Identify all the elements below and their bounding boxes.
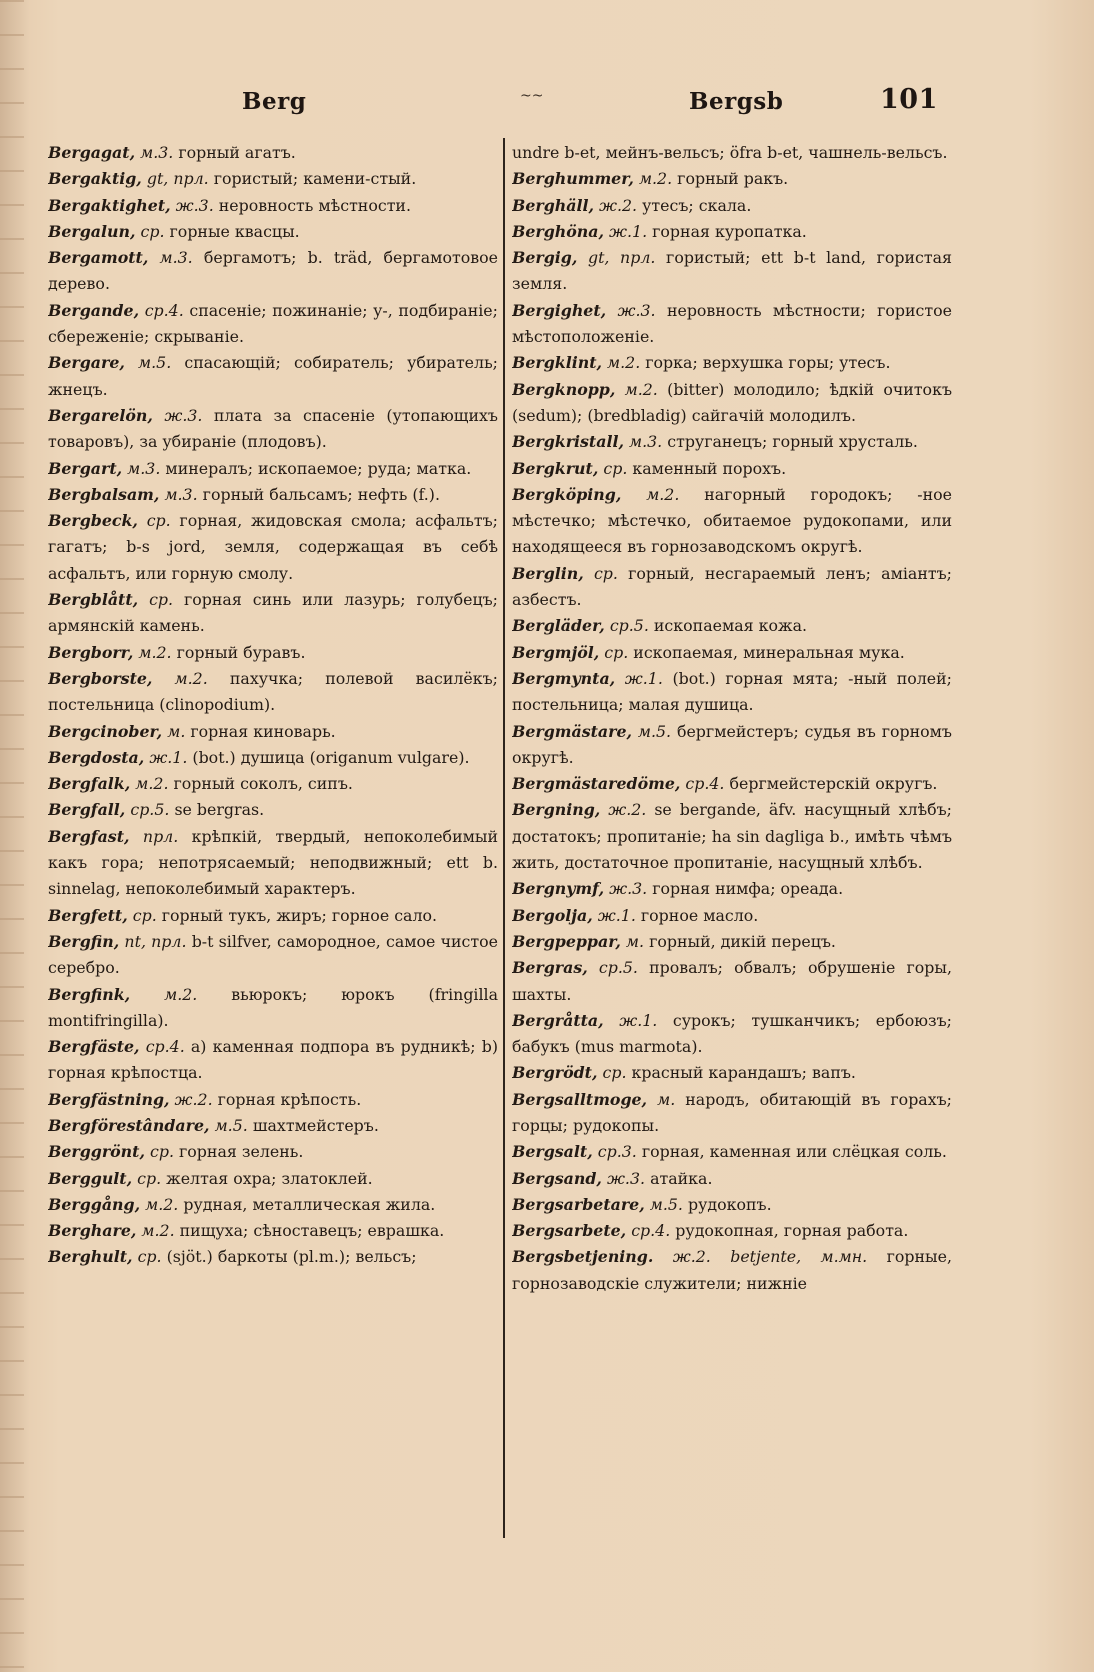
entry-headword: Bergnymf, xyxy=(512,879,605,899)
dictionary-entry xyxy=(48,666,498,719)
entry-definition: undre b-et, мейнъ-вельсъ; öfra b-et, чашнель-вельсъ. xyxy=(512,143,948,162)
entry-definition: плата за спасеніе (утопающихъ товаровъ), за убираніе (плодовъ). xyxy=(48,405,498,452)
entry-headword: Bergköping, xyxy=(512,484,622,504)
dictionary-entry xyxy=(512,245,952,298)
dictionary-entry xyxy=(48,929,498,982)
entry-definition: минералъ; ископаемое; руда; матка. xyxy=(165,458,472,478)
dictionary-entry xyxy=(48,903,498,929)
entry-definition: утесъ; скала. xyxy=(642,195,752,215)
entry-grammar: ср. xyxy=(132,905,157,925)
entry-headword: Bergarelön, xyxy=(48,405,153,425)
entry-definition: а) каменная подпора въ рудникѣ; b) горная крѣпостца. xyxy=(48,1037,498,1083)
entry-definition: ископаемая, минеральная мука. xyxy=(633,642,905,662)
dictionary-entry xyxy=(48,350,498,403)
entry-grammar: ж.1. xyxy=(149,747,188,767)
entry-grammar: ж.3. xyxy=(175,195,214,215)
dictionary-entry xyxy=(48,298,498,351)
entry-grammar: м.2. xyxy=(138,642,172,662)
dictionary-entry xyxy=(512,1008,952,1061)
dictionary-entry xyxy=(48,1087,498,1113)
dictionary-entry xyxy=(48,245,498,298)
dictionary-entry xyxy=(48,140,498,166)
entry-grammar: ср.3. xyxy=(597,1142,637,1162)
entry-grammar: м.2. xyxy=(607,353,641,373)
entry-headword: Bergamott, xyxy=(48,248,149,268)
entry-definition: рудная, металлическая жила. xyxy=(183,1194,436,1214)
dictionary-entry xyxy=(48,1113,498,1139)
entry-definition: горная синь или лазурь; голубецъ; армянскій камень. xyxy=(48,590,498,636)
entry-headword: Bergagat, xyxy=(48,143,136,162)
entry-headword: Bergläder, xyxy=(512,616,605,636)
entry-definition: красный карандашъ; вапъ. xyxy=(631,1063,856,1083)
entry-definition: спасающій; собиратель; убиратель; жнецъ. xyxy=(48,353,498,399)
entry-grammar: м.5. xyxy=(637,721,672,741)
entry-definition: (bot.) душица (origanum vulgare). xyxy=(192,747,470,767)
entry-definition: рудокопная, горная работа. xyxy=(675,1221,909,1241)
entry-grammar: ж.2. xyxy=(174,1089,213,1109)
entry-grammar: ср. xyxy=(603,458,628,478)
entry-grammar: ср.5. xyxy=(130,800,170,820)
entry-headword: Berglin, xyxy=(512,563,584,583)
entry-grammar: ср.5. xyxy=(609,616,649,636)
entry-grammar: м. xyxy=(625,931,645,951)
entry-grammar: ж.1. xyxy=(619,1010,658,1030)
dictionary-entry xyxy=(512,1087,952,1140)
entry-headword: Bergras, xyxy=(512,958,588,978)
entry-grammar: ср. xyxy=(140,221,165,241)
entry-headword: Berggång, xyxy=(48,1194,141,1214)
entry-definition: горные квасцы. xyxy=(169,221,300,241)
dictionary-entry xyxy=(48,640,498,666)
entry-definition: (bitter) молодило; ѣдкій очитокъ (sedum); (bredbladig) сайгачій молодилъ. xyxy=(512,379,952,425)
entry-grammar: ср.4. xyxy=(145,1037,185,1057)
entry-definition: горный агатъ. xyxy=(178,143,296,162)
entry-grammar: ж.2. xyxy=(608,800,647,820)
entry-grammar: ср.4. xyxy=(685,774,725,794)
dictionary-entry xyxy=(48,193,498,219)
entry-definition: горный тукъ, жиръ; горное сало. xyxy=(161,905,438,925)
dictionary-entry xyxy=(512,1218,952,1244)
dictionary-entry xyxy=(512,482,952,561)
entry-definition: горная, каменная или слёцкая соль. xyxy=(641,1142,947,1162)
entry-headword: Bergig, xyxy=(512,248,578,268)
entry-grammar: м.3. xyxy=(140,143,174,162)
entry-grammar: ж.1. xyxy=(609,221,648,241)
entry-definition: спасеніе; пожинаніе; у-, подбираніе; сбереженіе; скрываніе. xyxy=(48,300,498,347)
dictionary-entry xyxy=(512,377,952,430)
entry-definition: горная, жидовская смола; асфальтъ; гагатъ; b-s jord, земля, содержащая въ себѣ асфальтъ, или горную смолу. xyxy=(48,511,498,583)
dictionary-entry xyxy=(512,166,952,192)
entry-definition: (sjöt.) баркоты (pl.m.); вельсъ; xyxy=(166,1247,417,1267)
dictionary-entry xyxy=(48,745,498,771)
entry-definition: народъ, обитающій въ горахъ; горцы; рудокопы. xyxy=(512,1089,952,1135)
entry-definition: каменный порохъ. xyxy=(632,458,787,478)
entry-grammar: gt, прл. xyxy=(146,169,209,189)
entry-definition: горная нимфа; ореада. xyxy=(652,879,844,899)
entry-grammar: gt, прл. xyxy=(587,248,656,268)
entry-headword: Bergfin, xyxy=(48,931,120,951)
dictionary-entry xyxy=(512,797,952,876)
entry-grammar: ж.3. xyxy=(164,405,203,425)
entry-headword: Bergknopp, xyxy=(512,379,616,399)
entry-grammar: ср. xyxy=(149,590,174,610)
dictionary-entry xyxy=(48,1139,498,1165)
entry-grammar: м.5. xyxy=(214,1115,248,1135)
entry-headword: Bergsarbete, xyxy=(512,1221,627,1241)
entry-definition: горное масло. xyxy=(640,905,759,925)
entry-headword: Berggrönt, xyxy=(48,1142,145,1162)
entry-grammar: ср. xyxy=(137,1247,162,1267)
entry-definition: горная крѣпость. xyxy=(217,1089,362,1109)
entry-headword: Bergsalltmoge, xyxy=(512,1089,648,1109)
dictionary-entry xyxy=(512,456,952,482)
entry-grammar: ср.4. xyxy=(631,1221,671,1241)
right-column xyxy=(512,140,952,1640)
entry-headword: Bergkrut, xyxy=(512,458,599,478)
entry-headword: Bergsalt, xyxy=(512,1142,593,1162)
entry-grammar: ср.5. xyxy=(598,958,638,978)
entry-definition: желтая охра; златоклей. xyxy=(166,1168,373,1188)
entry-definition: горный ракъ. xyxy=(677,169,789,189)
running-head-right: Bergsb xyxy=(689,88,784,115)
entry-grammar: м. xyxy=(167,721,186,741)
dictionary-entry xyxy=(48,1034,498,1087)
entry-headword: Bergborste, xyxy=(48,668,153,688)
dictionary-entry xyxy=(512,719,952,772)
dictionary-entry xyxy=(512,219,952,245)
entry-definition: горная куропатка. xyxy=(652,221,807,241)
entry-headword: Bergmjöl, xyxy=(512,642,600,662)
entry-headword: Berggult, xyxy=(48,1168,133,1188)
dictionary-entry xyxy=(512,298,952,351)
dictionary-entry xyxy=(512,1060,952,1086)
dictionary-entry xyxy=(48,719,498,745)
entry-grammar: прл. xyxy=(142,826,179,846)
entry-headword: Berghare, xyxy=(48,1221,137,1241)
entry-headword: Bergpeppar, xyxy=(512,931,621,951)
dictionary-entry xyxy=(48,508,498,587)
entry-definition: пищуха; сѣноставецъ; еврашка. xyxy=(179,1221,445,1241)
entry-definition: бергамотъ; b. träd, бергамотовое дерево. xyxy=(48,248,498,294)
dictionary-entry xyxy=(48,482,498,508)
entry-definition: горные, горнозаводскіе служители; нижніе xyxy=(512,1247,952,1293)
entry-definition: горная киноварь. xyxy=(190,721,336,741)
entry-grammar: ср.4. xyxy=(144,300,184,320)
entry-headword: Berghäll, xyxy=(512,195,594,215)
entry-definition: крѣпкій, твердый, непоколебимый какъ гора; непотрясаемый; неподвижный; ett b. sinnelag, непоколебимый характеръ. xyxy=(48,826,498,899)
dictionary-entry xyxy=(512,771,952,797)
page-number: 101 xyxy=(880,84,938,115)
entry-headword: Berghult, xyxy=(48,1247,133,1267)
entry-definition: сурокъ; тушканчикъ; ербоюзъ; бабукъ (mus marmota). xyxy=(512,1010,952,1057)
entry-headword: Bergdosta, xyxy=(48,747,145,767)
entry-definition: горный соколъ, сипъ. xyxy=(173,774,353,794)
entry-grammar: м.2. xyxy=(164,984,198,1004)
dictionary-entry xyxy=(512,1244,952,1297)
entry-headword: Bergkristall, xyxy=(512,432,624,452)
entry-headword: Bergalun, xyxy=(48,221,136,241)
entry-grammar: м.2. xyxy=(624,379,658,399)
dictionary-entry xyxy=(512,640,952,666)
entry-headword: Bergighet, xyxy=(512,300,607,320)
entry-headword: Bergaktighet, xyxy=(48,195,171,215)
entry-definition: атайка. xyxy=(650,1168,713,1188)
entry-grammar: м.3. xyxy=(629,432,663,452)
entry-grammar: м.3. xyxy=(159,248,193,268)
entry-definition: шахтмейстеръ. xyxy=(252,1115,379,1135)
entry-grammar: м.2. xyxy=(135,774,169,794)
entry-headword: Bergråtta, xyxy=(512,1010,604,1030)
entry-definition: вьюрокъ; юрокъ (fringilla montifringilla). xyxy=(48,984,498,1030)
entry-headword: Bergfästning, xyxy=(48,1089,170,1109)
entry-definition: бергмейстеръ; судья въ горномъ округѣ. xyxy=(512,721,952,767)
entry-headword: Bergmästare, xyxy=(512,721,633,741)
entry-grammar: м.5. xyxy=(649,1194,683,1214)
dictionary-entry xyxy=(512,140,952,166)
dictionary-entry xyxy=(512,561,952,614)
entry-definition: горный буравъ. xyxy=(176,642,306,662)
entry-definition: гористый; ett b-t land, гористая земля. xyxy=(512,248,952,294)
dictionary-entry xyxy=(48,166,498,192)
entry-grammar: ср. xyxy=(150,1142,174,1162)
entry-grammar: м. xyxy=(657,1089,676,1109)
entry-grammar: ср. xyxy=(602,1063,627,1083)
entry-definition: горный, несгараемый ленъ; аміантъ; азбестъ. xyxy=(512,563,952,610)
entry-grammar: ср. xyxy=(593,563,618,583)
entry-grammar: nt, прл. xyxy=(124,931,187,951)
column-divider xyxy=(503,138,505,1538)
entry-headword: Bergfäste, xyxy=(48,1037,140,1057)
entry-headword: Berghummer, xyxy=(512,169,634,189)
entry-headword: Bergförestândare, xyxy=(48,1115,210,1135)
entry-grammar: ж.2. xyxy=(599,195,638,215)
entry-headword: Bergbeck, xyxy=(48,511,138,531)
dictionary-entry xyxy=(48,982,498,1035)
dictionary-entry xyxy=(512,1139,952,1165)
dictionary-entry xyxy=(512,666,952,719)
entry-grammar: ж.3. xyxy=(609,879,648,899)
entry-headword: Bergklint, xyxy=(512,353,602,373)
entry-definition: горная зелень. xyxy=(179,1142,304,1162)
entry-headword: Bergbalsam, xyxy=(48,484,160,504)
dictionary-entry xyxy=(48,1244,498,1270)
dictionary-entry xyxy=(512,429,952,455)
dictionary-entry xyxy=(512,193,952,219)
entry-definition: горный, дикій перецъ. xyxy=(649,931,836,951)
entry-grammar: ж.1. xyxy=(624,668,663,688)
dictionary-entry xyxy=(48,456,498,482)
entry-headword: Bergrödt, xyxy=(512,1063,598,1083)
entry-definition: неровность мѣстности. xyxy=(218,195,411,215)
entry-headword: Bergande, xyxy=(48,300,140,320)
dictionary-entry xyxy=(512,1166,952,1192)
dictionary-entry xyxy=(48,771,498,797)
entry-definition: провалъ; обвалъ; обрушеніе горы, шахты. xyxy=(512,958,952,1004)
entry-headword: Bergart, xyxy=(48,458,123,478)
entry-headword: Bergfink, xyxy=(48,984,131,1004)
entry-definition: горка; верхушка горы; утесъ. xyxy=(645,353,891,373)
entry-headword: Bergsbetjening. xyxy=(512,1247,654,1267)
dictionary-entry xyxy=(512,903,952,929)
dictionary-entry xyxy=(512,613,952,639)
dictionary-entry xyxy=(48,1218,498,1244)
entry-definition: b-t silfver, самородное, самое чистое серебро. xyxy=(48,931,498,978)
entry-grammar: ср. xyxy=(604,642,629,662)
entry-headword: Bergfast, xyxy=(48,826,130,846)
entry-definition: нагорный городокъ; -ное мѣстечко; мѣстечко, обитаемое рудокопами, или находящееся въ горнозаводскомъ округѣ. xyxy=(512,484,952,557)
entry-headword: Bergfalk, xyxy=(48,774,131,794)
dictionary-entry xyxy=(512,929,952,955)
entry-definition: пахучка; полевой василёкъ; постельница (clinopodium). xyxy=(48,668,498,715)
dictionary-entry xyxy=(512,876,952,902)
entry-definition: ископаемая кожа. xyxy=(653,616,808,636)
entry-grammar: м.3. xyxy=(127,458,161,478)
entry-grammar: м.5. xyxy=(138,353,172,373)
entry-grammar: м.2. xyxy=(646,484,680,504)
dictionary-entry xyxy=(48,219,498,245)
entry-grammar: м.2. xyxy=(141,1221,175,1241)
dictionary-entry xyxy=(512,350,952,376)
left-column xyxy=(48,140,498,1640)
entry-definition: (bot.) горная мята; -ный полей; постельница; малая душица. xyxy=(512,668,952,715)
entry-definition: горный бальсамъ; нефть (f.). xyxy=(202,484,440,504)
header-ornament: ~~ xyxy=(520,88,544,104)
entry-definition: гористый; камени-стый. xyxy=(213,169,417,189)
entry-headword: Berghöna, xyxy=(512,221,605,241)
entry-definition: рудокопъ. xyxy=(688,1194,772,1214)
dictionary-entry xyxy=(512,955,952,1008)
dictionary-entry xyxy=(48,587,498,640)
dictionary-entry xyxy=(512,1192,952,1218)
entry-grammar: ж.1. xyxy=(597,905,636,925)
entry-headword: Bergsand, xyxy=(512,1168,602,1188)
entry-headword: Bergolja, xyxy=(512,905,593,925)
entry-definition: струганецъ; горный хрусталь. xyxy=(667,432,918,452)
entry-headword: Bergfall, xyxy=(48,800,126,820)
entry-headword: Bergare, xyxy=(48,353,125,373)
entry-headword: Bergaktig, xyxy=(48,169,142,189)
running-head-left: Berg xyxy=(242,88,307,115)
entry-grammar: ж.3. xyxy=(606,1168,646,1188)
dictionary-entry xyxy=(48,797,498,823)
entry-headword: Bergmästaredöme, xyxy=(512,774,681,794)
entry-definition: se bergande, äfv. насущный хлѣбъ; достатокъ; пропитаніе; ha sin dagliga b., имѣть чѣмъ жить, достаточное пропитаніе, насущный хлѣбъ. xyxy=(512,800,952,873)
entry-headword: Bergfett, xyxy=(48,905,128,925)
dictionary-entry xyxy=(48,1166,498,1192)
entry-headword: Bergblått, xyxy=(48,590,139,610)
dictionary-entry xyxy=(48,403,498,456)
entry-grammar: м.2. xyxy=(638,169,673,189)
entry-definition: неровность мѣстности; гористое мѣстоположеніе. xyxy=(512,300,952,347)
entry-definition: бергмейстерскій округъ. xyxy=(729,774,938,794)
entry-headword: Bergning, xyxy=(512,800,601,820)
entry-headword: Bergborr, xyxy=(48,642,134,662)
entry-grammar: м.3. xyxy=(164,484,198,504)
entry-grammar: м.2. xyxy=(174,668,208,688)
entry-headword: Bergmynta, xyxy=(512,668,616,688)
page-binding-edge xyxy=(0,0,24,1672)
entry-definition: se bergras. xyxy=(174,800,265,820)
entry-grammar: ср. xyxy=(137,1168,162,1188)
entry-headword: Bergsarbetare, xyxy=(512,1194,645,1214)
entry-grammar: м.2. xyxy=(145,1194,179,1214)
dictionary-entry xyxy=(48,1192,498,1218)
entry-grammar: ж.3. xyxy=(617,300,656,320)
dictionary-entry xyxy=(48,824,498,903)
entry-grammar: ж.2. betjente, м.мн. xyxy=(672,1247,868,1267)
entry-headword: Bergcinober, xyxy=(48,721,163,741)
entry-grammar: ср. xyxy=(146,511,171,531)
